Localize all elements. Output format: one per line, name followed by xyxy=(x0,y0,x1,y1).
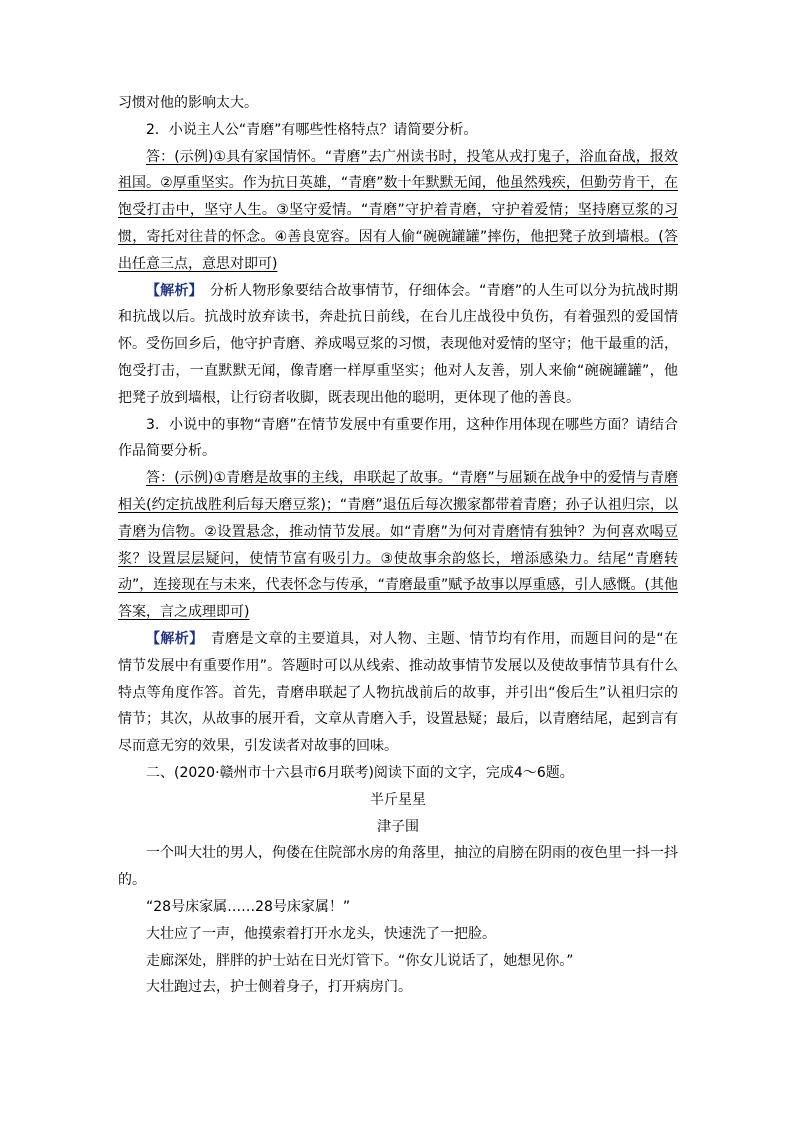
text-line-continuation: 习惯对他的影响太大。 xyxy=(118,95,258,111)
answer-3: 答：(示例)①青磨是故事的主线，串联起了故事。“青磨”与屈颖在战争中的爱情与青磨相关(约定抗战胜利后每天磨豆浆)；“青磨”退伍后每次搬家都带着青磨；孙子认祖归宗，以青磨为信物。②设置悬念，推动情节发展。如“青磨”为何对青磨情有独钟？为何喜欢喝豆浆？设置层层疑问，使情节富有吸引力。③使故事余韵悠长，增添感染力。结尾“青磨转动”，连接现在与未来，代表怀念与传承，“青磨最重”赋予故事以厚重感，引人感慨。(其他答案，言之成理即可) xyxy=(118,470,678,621)
analysis-3 xyxy=(118,626,678,760)
story-author: 津子围 xyxy=(377,818,419,835)
story-paragraph: “28号床家属……28号床家属！” xyxy=(146,898,351,915)
analysis-tag: 【解析】 xyxy=(146,630,197,647)
story-title: 半斤星星 xyxy=(370,791,426,808)
story-paragraph: 大壮应了一声，他摸索着打开水龙头，快速洗了一把脸。 xyxy=(146,925,496,942)
story-paragraph: 大壮跑过去，护士侧着身子，打开病房门。 xyxy=(146,979,412,996)
analysis-text: 分析人物形象要结合故事情节，仔细体会。“青磨”的人生可以分为抗战时期和抗战以后。抗战时放弃读书，奔赴抗日前线，在台儿庄战役中负伤，有着强烈的爱国情怀。受伤回乡后，他守护青磨、养成喝豆浆的习惯，表现他对爱情的坚守；他干最重的活，饱受打击，一直默默无闻，像青磨一样厚重坚实；他对人友善，别人来偷“碗碗罐罐”，他把凳子放到墙根，让行窃者收脚，既表现出他的聪明，更体现了他的善良。 xyxy=(118,282,678,406)
analysis-text: 青磨是文章的主要道具，对人物、主题、情节均有作用，而题目问的是“在情节发展中有重要作用”。答题时可以从线索、推动故事情节发展以及使故事情节具有什么特点等角度作答。首先，青磨串联起了人物抗战前后的故事，并引出“俊后生”认祖归宗的情节；其次，从故事的展开看，文章从青磨入手，设置悬疑；最后，以青磨结尾，起到言有尽而意无穷的效果，引发读者对故事的回味。 xyxy=(118,630,679,755)
question-3: 3．小说中的事物“青磨”在情节发展中有重要作用，这种作用体现在哪些方面？请结合作品简要分析。 xyxy=(118,416,678,460)
document-page xyxy=(118,90,678,1001)
story-paragraph: 走廊深处，胖胖的护士站在日光灯管下。“你女儿说话了，她想见你。” xyxy=(146,952,574,969)
analysis-tag: 【解析】 xyxy=(146,282,196,299)
analysis-2 xyxy=(118,278,678,412)
answer-2: 答：(示例)①具有家国情怀。“青磨”去广州读书时，投笔从戎打鬼子，浴血奋战，报效祖国。②厚重坚实。作为抗日英雄，“青磨”数十年默默无闻，他虽然残疾，但勤劳肯干，在饱受打击中，坚守人生。③坚守爱情。“青磨”守护着青磨，守护着爱情；坚持磨豆浆的习惯，寄托对往昔的怀念。④善良宽容。因有人偷“碗碗罐罐”摔伤，他把凳子放到墙根。(答出任意三点，意思对即可) xyxy=(118,148,678,272)
story-paragraph: 一个叫大壮的男人，佝偻在住院部水房的角落里，抽泣的肩膀在阴雨的夜色里一抖一抖的。 xyxy=(118,845,678,889)
question-2: 2．小说主人公“青磨”有哪些性格特点？请简要分析。 xyxy=(146,121,478,138)
section-heading: 二、(2020·赣州市十六县市6月联考)阅读下面的文字，完成4～6题。 xyxy=(146,764,574,781)
